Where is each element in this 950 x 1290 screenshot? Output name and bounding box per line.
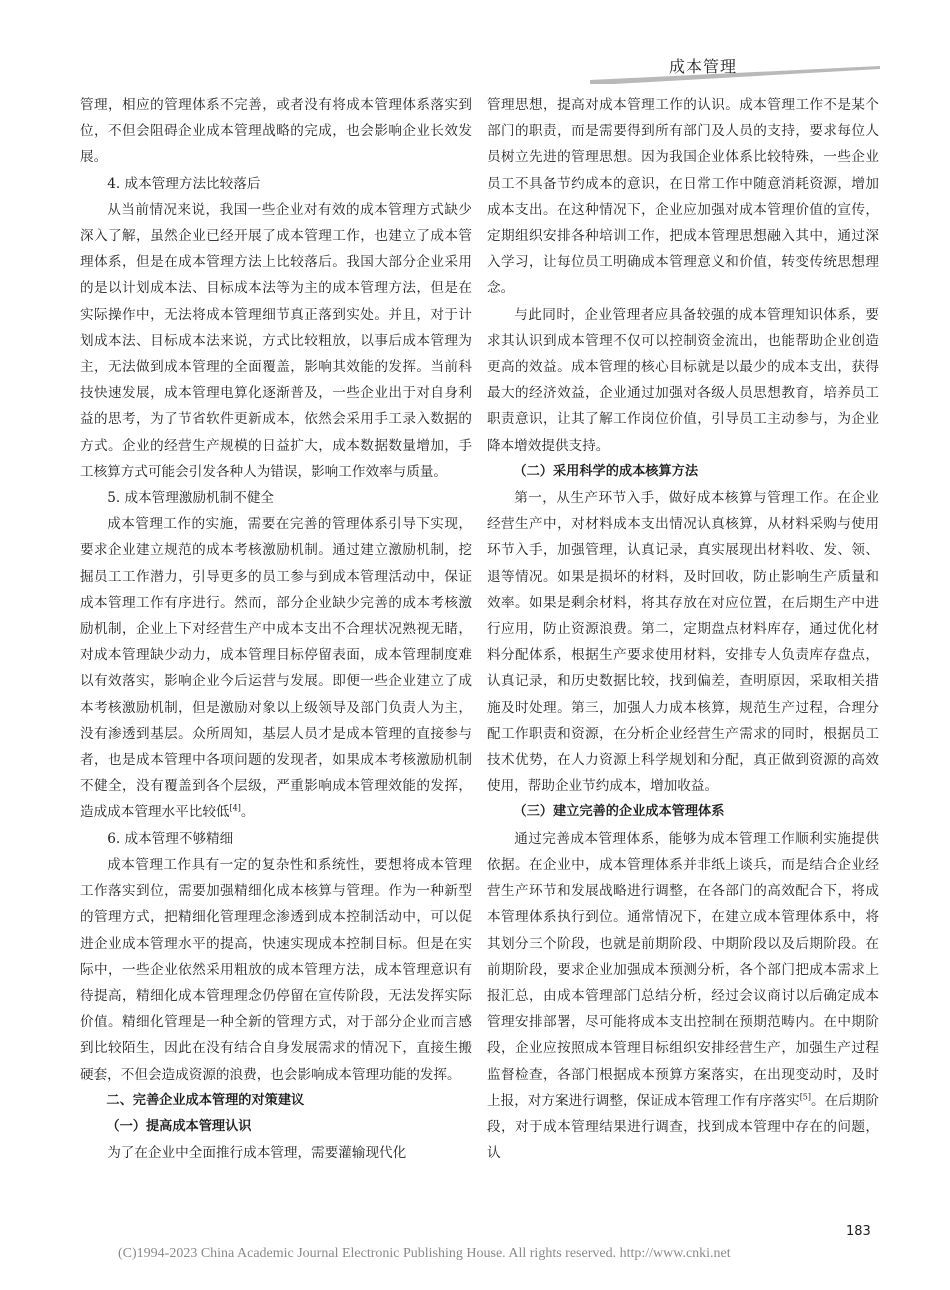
paragraph (80, 511, 472, 825)
subsection-heading: （一）提高成本管理认识 (106, 1118, 252, 1134)
subsection-heading: （三）建立完善的企业成本管理体系 (513, 804, 725, 820)
subheading: 5. 成本管理激励机制不健全 (107, 490, 275, 507)
section-heading: 二、完善企业成本管理的对策建议 (106, 1092, 305, 1108)
page-number: 183 (846, 1224, 871, 1239)
paragraph-end: 。 (240, 804, 255, 821)
citation-ref: [5] (799, 1092, 812, 1102)
paragraph (487, 826, 879, 1167)
paragraph-text: 成本管理工作的实施，需要在完善的管理体系引导下实现，要求企业建立规范的成本考核激励机制。通过建立激励机制，挖掘员工工作潜力，引导更多的员工参与到成本管理活动中，保证成本管理工作有序进行。然而，部分企业缺少完善的成本考核激励机制，企业上下对经营生产中成本支出不合理状况熟视无睹，对成本管理缺少动力，成本管理目标停留表面，成本管理制度难以有效落实，影响企业今后运营与发展。即便一些企业建立了成本考核激励机制，但是激励对象以上级领导及部门负责人为主，没有渗透到基层。众所周知，基层人员才是成本管理的直接参与者，也是成本管理中各项问题的发现者，如果成本考核激励机制不健全，没有覆盖到各个层级，严重影响成本管理效能的发挥，造成成本管理水平比较低 (80, 516, 472, 821)
paragraph: 成本管理工作具有一定的复杂性和系统性，要想将成本管理工作落实到位，需要加强精细化成本核算与管理。作为一种新型的管理方式，把精细化管理理念渗透到成本控制活动中，可以促进企业成本管理水平的提高，快速实现成本控制目标。但是在实际中，一些企业依然采用粗放的成本管理方法，成本管理意识有待提高，精细化成本管理理念仍停留在宣传阶段，无法发挥实际价值。精细化管理是一种全新的管理方式，对于部分企业而言感到比较陌生，因此在没有结合自身发展需求的情况下，直接生搬硬套，不但会造成资源的浪费，也会影响成本管理功能的发挥。 (80, 856, 472, 1083)
paragraph: 第一，从生产环节入手，做好成本核算与管理工作。在企业经营生产中，对材料成本支出情况认真核算，从材料采购与使用环节入手，加强管理，认真记录，真实展现出材料收、发、领、退等情况。如果是损坏的材料，及时回收，防止影响生产质量和效率。如果是剩余材料，将其存放在对应位置，在后期生产中进行应用，防止资源浪费。第二，定期盘点材料库存，通过优化材料分配体系，根据生产要求使用材料，安排专人负责库存盘点，认真记录，和历史数据比较，找到偏差，查明原因，采取相关措施及时处理。第三，加强人力成本核算，规范生产过程，合理分配工作职责和资源，在分析企业经营生产需求的同时，根据员工技术优势，在人力资源上科学规划和分配，真正做到资源的高效使用，帮助企业节约成本，增加收益。 (487, 490, 879, 795)
paragraph-end: 。在后期阶段，对于成本管理结果进行调查，找到成本管理中存在的问题，认 (487, 1092, 880, 1162)
paragraph: 管理思想，提高对成本管理工作的认识。成本管理工作不是某个部门的职责，而是需要得到所有部门及人员的支持，要求每位人员树立先进的管理思想。因为我国企业体系比较特殊，一些企业员工不具备节约成本的意识，在日常工作中随意消耗资源，增加成本支出。在这种情况下，企业应加强对成本管理价值的宣传，定期组织安排各种培训工作，把成本管理思想融入其中，通过深入学习，让每位员工明确成本管理意义和价值，转变传统思想理念。 (487, 97, 879, 297)
subsection-heading: （二）采用科学的成本核算方法 (513, 463, 699, 479)
copyright-footer: (C)1994-2023 China Academic Journal Electronic Publishing House. All rights reserved. http://www.cnki.net (118, 1246, 731, 1261)
subheading: 4. 成本管理方法比较落后 (107, 175, 261, 192)
subheading: 6. 成本管理不够精细 (107, 830, 234, 847)
paragraph: 从当前情况来说，我国一些企业对有效的成本管理方式缺少深入了解，虽然企业已经开展了成本管理工作，也建立了成本管理体系，但是在成本管理方法上比较落后。我国大部分企业采用的是以计划成本法、目标成本法等为主的成本管理方法，但是在实际操作中，无法将成本管理细节真正落到实处。并且，对于计划成本法、目标成本法来说，方式比较粗放，以事后成本管理为主，无法做到成本管理的全面覆盖，影响其效能的发挥。当前科技快速发展，成本管理电算化逐渐普及，一些企业出于对自身利益的思考，为了节省软件更新成本，依然会采用手工录入数据的方式。企业的经营生产规模的日益扩大，成本数据数量增加，手工核算方式可能会引发各种人为错误，影响工作效率与质量。 (80, 201, 472, 480)
paragraph: 为了在企业中全面推行成本管理，需要灌输现代化 (107, 1145, 407, 1162)
left-column (80, 92, 472, 1166)
paragraph: 管理，相应的管理体系不完善，或者没有将成本管理体系落实到位，不但会阻碍企业成本管理战略的完成，也会影响企业长效发展。 (80, 97, 472, 166)
paragraph: 与此同时，企业管理者应具备较强的成本管理知识体系，要求其认识到成本管理不仅可以控制资金流出，也能帮助企业创造更高的效益。成本管理的核心目标就是以最少的成本支出，获得最大的经济效益，企业通过加强对各级人员思想教育，培养员工职责意识，让其了解工作岗位价值，引导员工主动参与，为企业降本增效提供支持。 (487, 306, 879, 454)
paragraph-text: 通过完善成本管理体系，能够为成本管理工作顺利实施提供依据。在企业中，成本管理体系并非纸上谈兵，而是结合企业经营生产环节和发展战略进行调整，在各部门的高效配合下，将成本管理体系执行到位。通常情况下，在建立成本管理体系中，将其划分三个阶段，也就是前期阶段、中期阶段以及后期阶段。在前期阶段，要求企业加强成本预测分析，各个部门把成本需求上报汇总，由成本管理部门总结分析，经过会议商讨以后确定成本管理安排部署，尽可能将成本支出控制在预期范畴内。在中期阶段，企业应按照成本管理目标组织安排经营生产，加强生产过程监督检查，各部门根据成本预算方案落实，在出现变动时，及时上报，对方案进行调整，保证成本管理工作有序落实 (487, 830, 879, 1109)
section-title: 成本管理 (669, 57, 738, 76)
header-decoration-bar (590, 66, 880, 84)
right-column (487, 92, 879, 1166)
citation-ref: [4] (229, 803, 241, 813)
